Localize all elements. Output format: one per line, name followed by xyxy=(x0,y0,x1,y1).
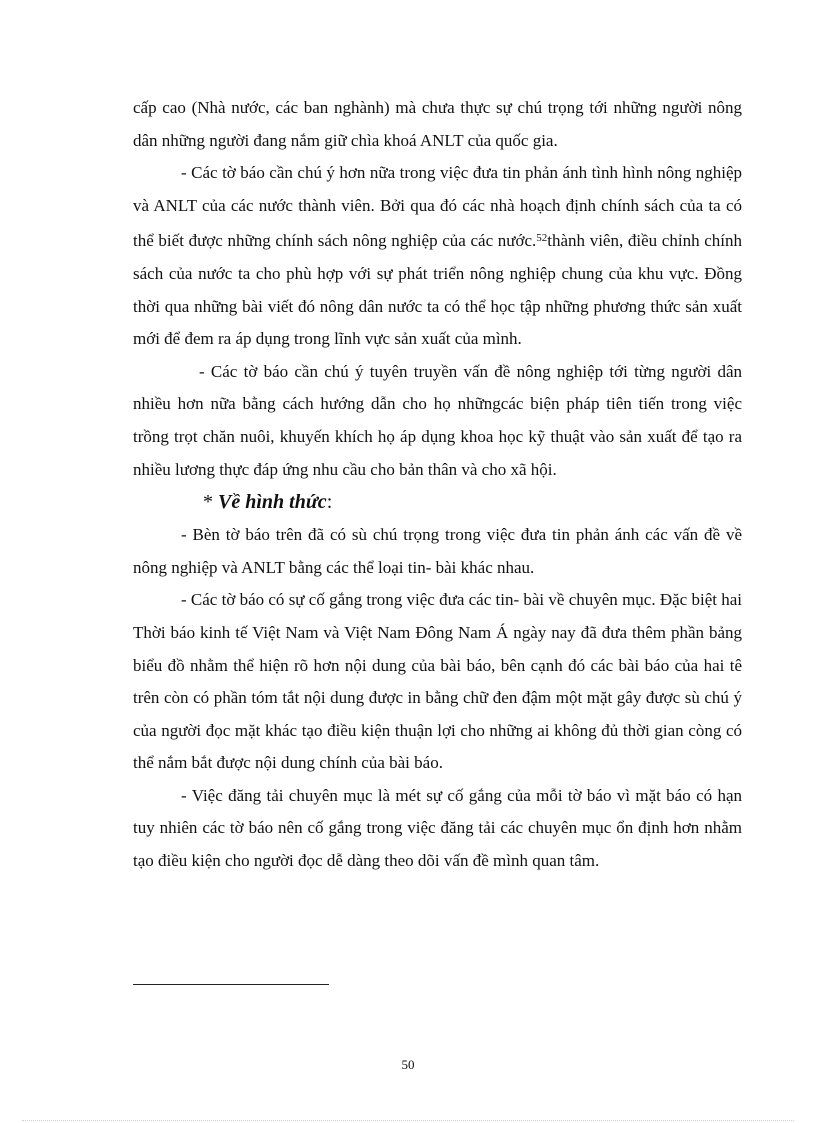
footnote-reference: 52 xyxy=(536,232,548,245)
paragraph-form-columns: - Các tờ báo có sự cố gắng trong việc đưa các tin- bài về chuyên mục. Đặc biệt hai Thời báo kinh tế Việt Nam và Việt Nam Đông Nam Á ngày nay đã đưa thêm phần bảng biểu đồ nhằm thể hiện rõ hơn nội dung của bài báo, bên cạnh đó các bài báo của hai tê trên còn có phần tóm tắt nội dung được in bằng chữ đen đậm một mặt gây được sù chú ý của người đọc mặt khác tạo điều kiện thuận lợi cho những ai không đủ thời gian còng có thể nắm bắt được nội dung chính của bài báo. xyxy=(133,590,742,773)
section-heading-suffix: : xyxy=(326,491,333,514)
paragraph-continuation: cấp cao (Nhà nước, các ban nghành) mà chưa thực sự chú trọng tới những người nông dân những người đang nắm giữ chìa khoá ANLT của quốc gia. xyxy=(133,98,742,150)
paragraph-news-coverage xyxy=(133,157,742,356)
section-heading-prefix: * xyxy=(203,491,218,514)
paragraph-propaganda: - Các tờ báo cần chú ý tuyên truyền vấn đề nông nghiệp tới từng người dân nhiều hơn nữa bằng cách hướng dẫn cho họ nhữngcác biện pháp tiên tiến trong việc trồng trọt chăn nuôi, khuyến khích họ áp dụng khoa học kỹ thuật vào sản xuất để tạo ra nhiều lương thực đáp ứng nhu cầu cho bản thân và cho xã hội. xyxy=(133,361,742,479)
section-heading-title: Về hình thức xyxy=(218,491,327,514)
paragraph-news-coverage-part1: - Các tờ báo cần chú ý hơn nữa trong việc đưa tin phản ánh tình hình nông nghiệp và ANLT của các nước thành viên. Bởi qua đó các nhà hoạch định chính sách của ta có thể biết được những chính sách nông nghiệp của các nước. xyxy=(133,163,742,251)
body-text xyxy=(133,92,742,878)
footnote-separator xyxy=(133,984,329,985)
paragraph-news-coverage-part2: thành viên, điều chỉnh chính sách của nước ta cho phù hợp với sự phát triển nông nghiệp chung của khu vực. Đồng thời qua những bài viết đó nông dân nước ta có thể học tập những phương thức sản xuất mới để đem ra áp dụng trong lĩnh vực sản xuất của mình. xyxy=(133,231,743,349)
paragraph-form-genres: - Bèn tờ báo trên đã có sù chú trọng trong việc đưa tin phản ánh các vấn đề về nông nghiệp và ANLT bằng các thể loại tin- bài khác nhau. xyxy=(133,525,742,577)
section-heading xyxy=(133,486,742,519)
page-bottom-border xyxy=(22,1120,794,1121)
page-number: 50 xyxy=(401,1057,415,1072)
paragraph-form-publishing: - Việc đăng tải chuyên mục là mét sự cố gắng của mỗi tờ báo vì mặt báo có hạn tuy nhiên các tờ báo nên cố gắng trong việc đăng tải các chuyên mục ổn định hơn nhằm tạo điều kiện cho người đọc dễ dàng theo dõi vấn đề mình quan tâm. xyxy=(133,785,742,871)
